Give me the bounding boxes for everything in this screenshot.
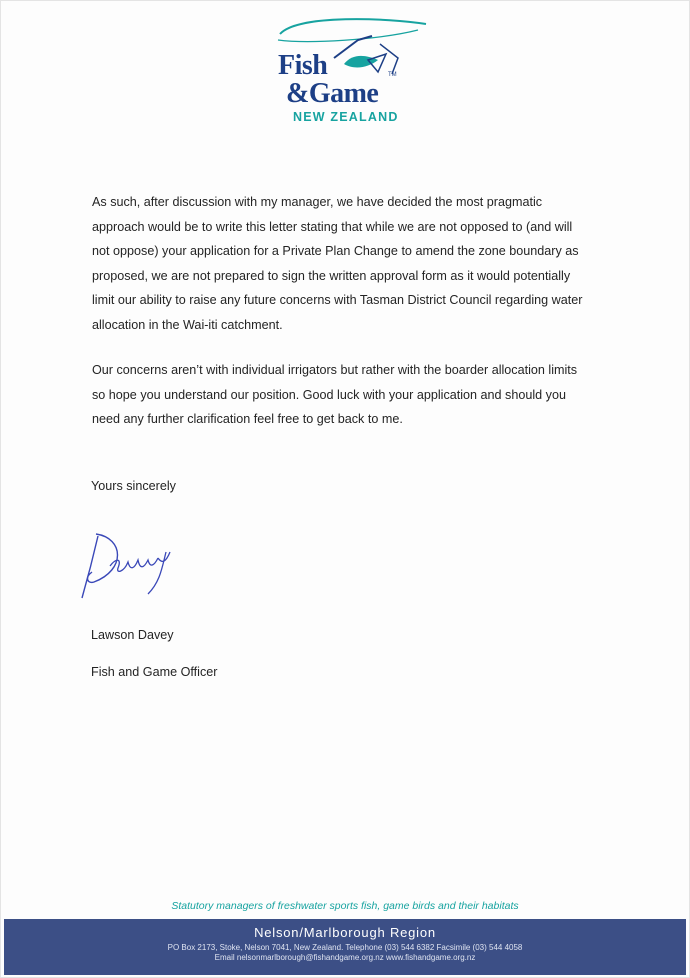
- body-paragraph-1: As such, after discussion with my manager, we have decided the most pragmatic approach would be to write this letter stating that while we are not opposed to (and will not oppose) your application for a Private Plan Change to amend the zone boundary as proposed, we are not prepared to sign the written approval form as it would potentially limit our ability to raise any future concerns with Tasman District Council regarding water allocation in the Wai-iti catchment.: [92, 195, 583, 332]
- footer-tagline: Statutory managers of freshwater sports fish, game birds and their habitats: [171, 900, 519, 912]
- footer-contact: Email nelsonmarlborough@fishandgame.org.nz www.fishandgame.org.nz: [214, 953, 476, 962]
- logo-word-fish: Fish: [278, 50, 328, 81]
- logo-country: NEW ZEALAND: [293, 110, 399, 124]
- signer-title: Fish and Game Officer: [91, 665, 218, 679]
- footer-address: PO Box 2173, Stoke, Nelson 7041, New Zealand. Telephone (03) 544 6382 Facsimile (03) 544 4058: [167, 943, 523, 952]
- body-paragraph-2: Our concerns aren’t with individual irrigators but rather with the boarder allocation limits so hope you understand our position. Good luck with your application and should you need any further clarification feel free to get back to me.: [92, 363, 578, 427]
- signer-name: Lawson Davey: [91, 628, 174, 642]
- fish-and-game-logo: [268, 14, 434, 126]
- logo-word-game: &Game: [286, 78, 379, 109]
- footer-region: Nelson/Marlborough Region: [254, 925, 436, 940]
- closing-salutation: Yours sincerely: [91, 479, 176, 493]
- handwritten-signature: [78, 522, 188, 602]
- footer-band: [4, 919, 686, 975]
- trademark-mark: TM: [388, 72, 397, 78]
